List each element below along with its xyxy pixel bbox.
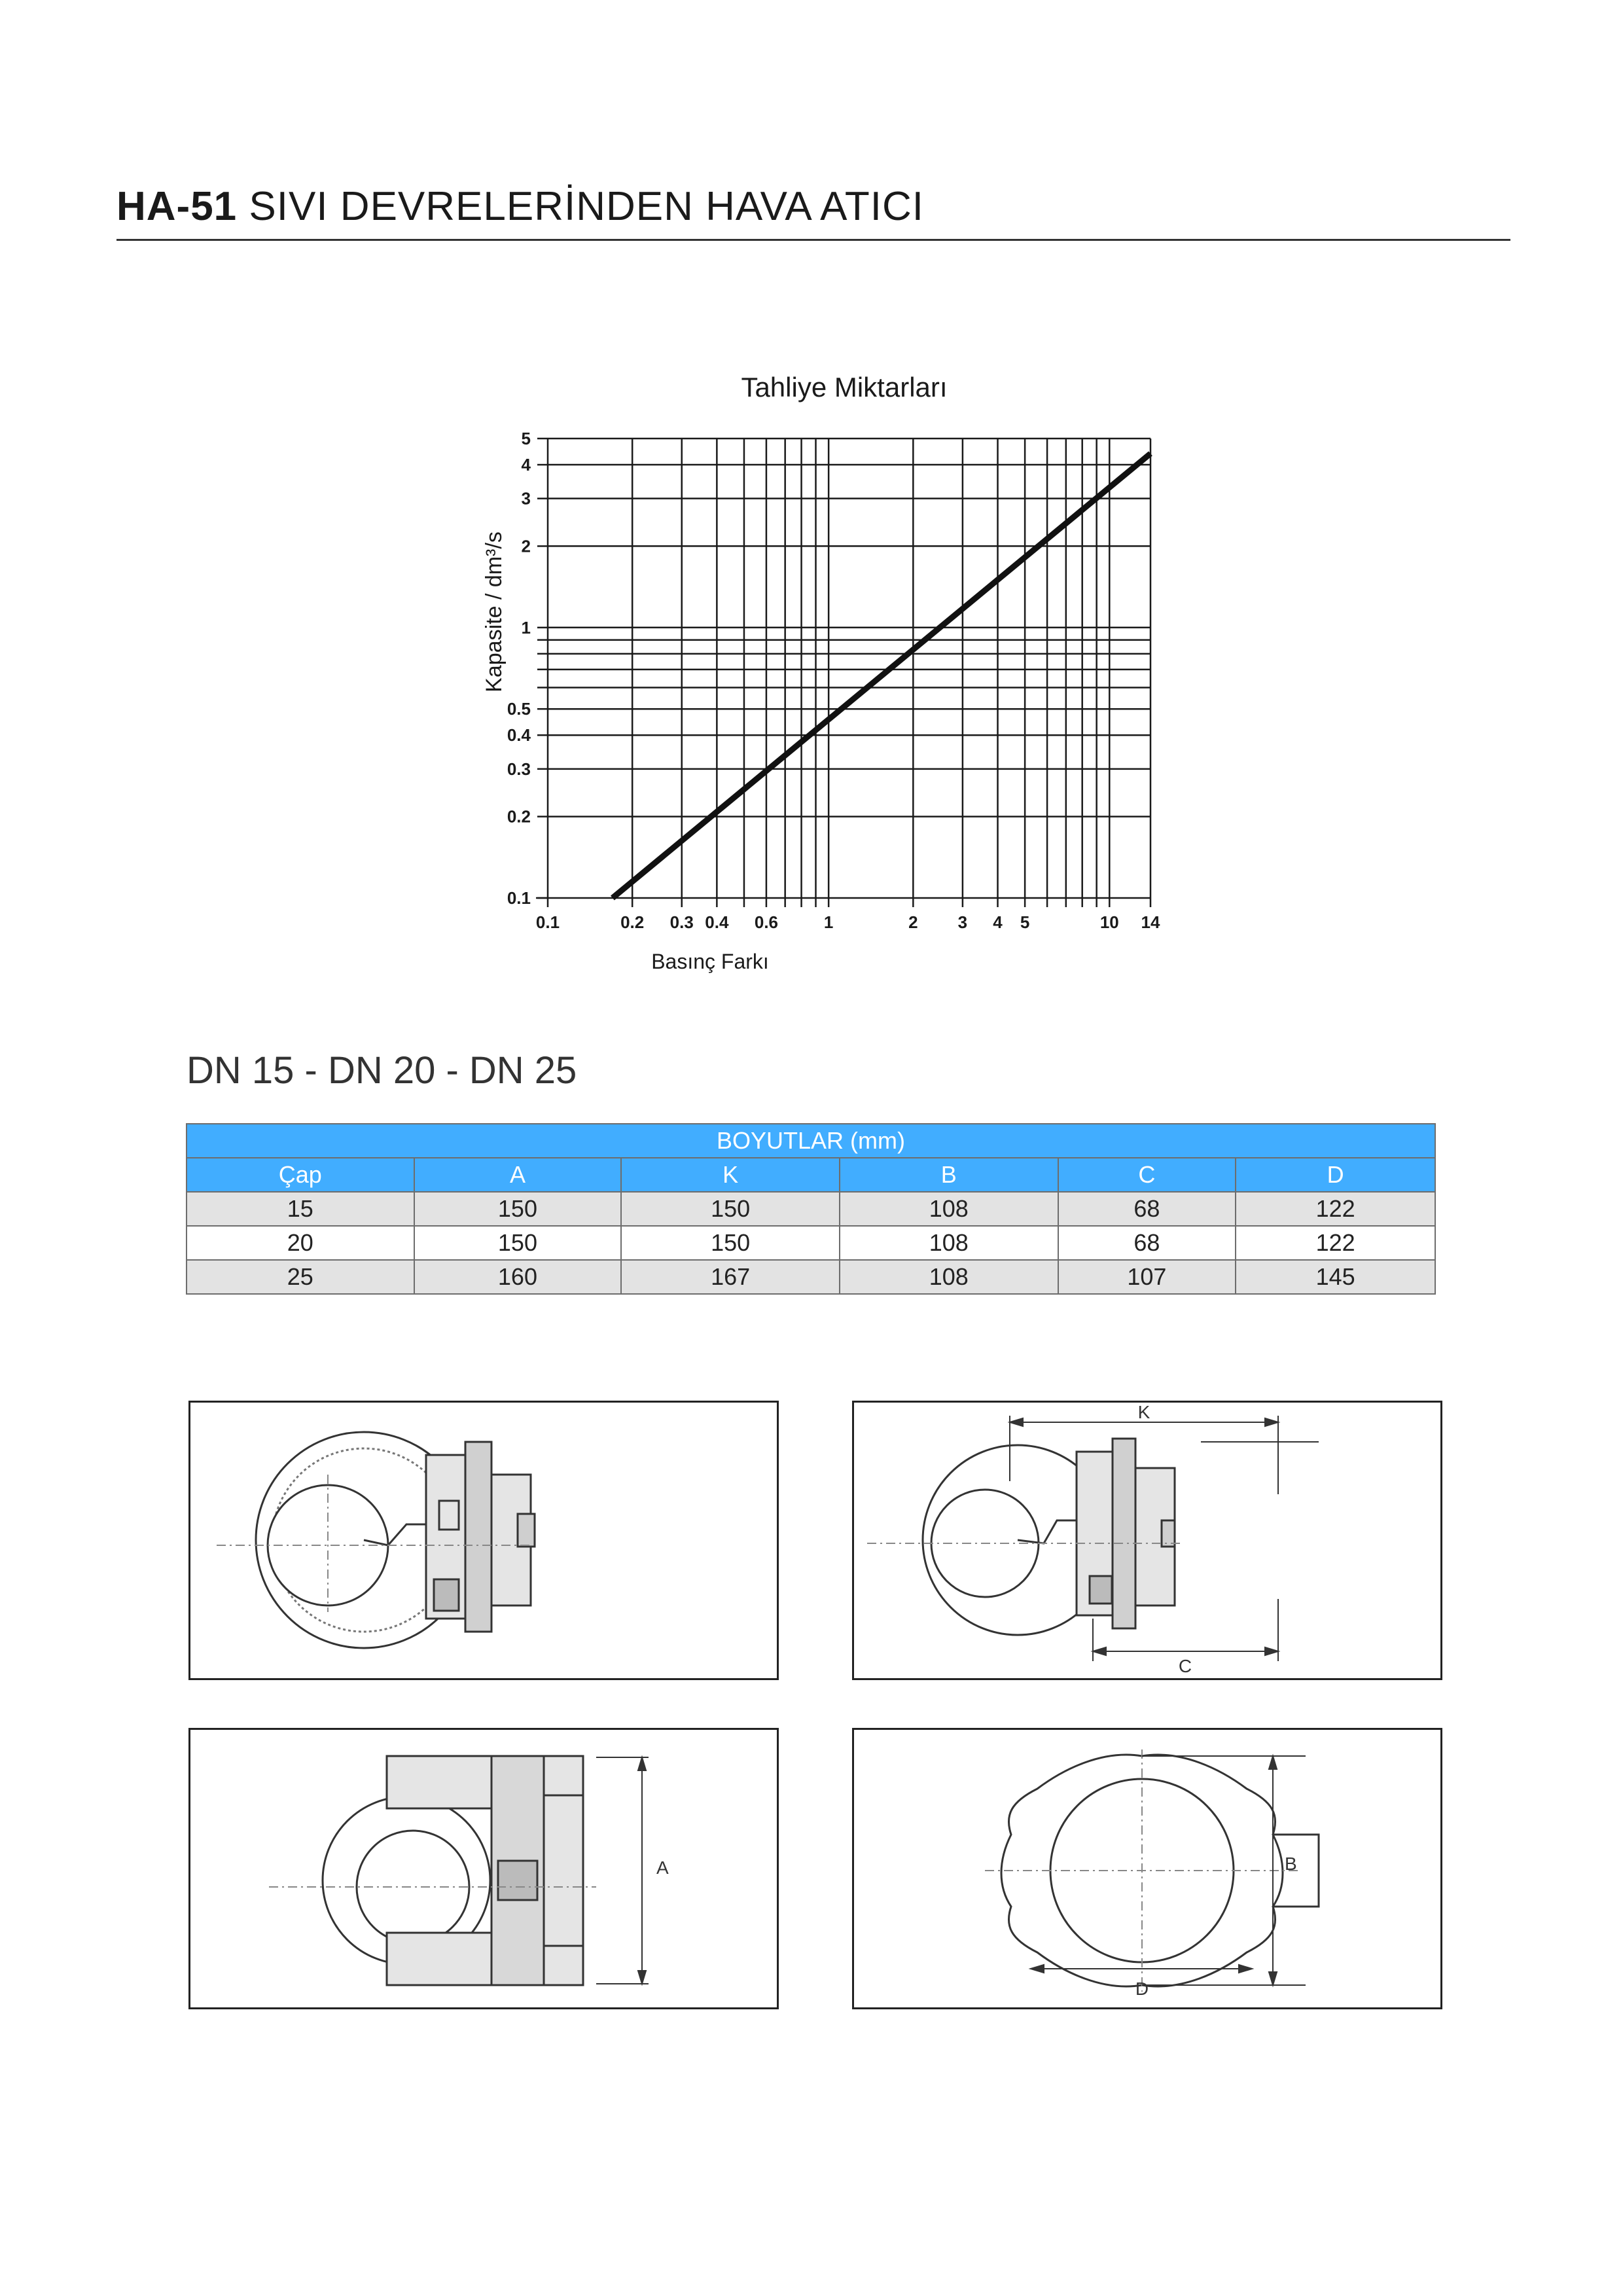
table-cell: 108: [840, 1226, 1058, 1260]
table-cell: 150: [621, 1226, 840, 1260]
top-view-svg: [854, 1730, 1440, 2007]
y-tick-label: 0.2: [507, 806, 531, 827]
drawing-section-view: [188, 1401, 779, 1680]
chart-title: Tahliye Miktarları: [741, 372, 948, 403]
size-range-heading: DN 15 - DN 20 - DN 25: [187, 1049, 577, 1092]
x-tick-label: 14: [1141, 912, 1160, 932]
table-cell: 150: [414, 1226, 622, 1260]
dimension-label-c: C: [1178, 1656, 1192, 1676]
capacity-chart: [458, 367, 1178, 988]
dimension-label-a: A: [656, 1857, 669, 1878]
drawing-side-view-k-c: [852, 1401, 1442, 1680]
x-tick-label: 0.6: [754, 912, 779, 932]
y-tick-label: 1: [521, 617, 531, 637]
y-tick-label: 3: [521, 488, 531, 509]
header-d: D: [1236, 1158, 1435, 1192]
page-title: [116, 183, 1510, 230]
table-cell: 160: [414, 1260, 622, 1294]
table-cell: 68: [1058, 1226, 1236, 1260]
table-cell: 122: [1236, 1192, 1435, 1226]
product-code: HA-51: [116, 184, 238, 229]
page-header: [116, 183, 1510, 241]
y-tick-label: 4: [521, 455, 531, 475]
table-caption: BOYUTLAR (mm): [187, 1124, 1435, 1158]
side-view-svg: [854, 1403, 1440, 1678]
y-tick-label: 0.5: [507, 699, 531, 719]
table-row: [187, 1192, 1435, 1226]
x-tick-label: 4: [993, 912, 1003, 932]
x-tick-label: 2: [908, 912, 918, 932]
header-c: C: [1058, 1158, 1236, 1192]
x-tick-label: 10: [1099, 912, 1119, 932]
section-a-svg: [190, 1730, 777, 2007]
table-cell: 108: [840, 1192, 1058, 1226]
y-tick-label: 0.1: [507, 888, 531, 908]
header-k: K: [621, 1158, 840, 1192]
chart-grid: [536, 439, 1150, 907]
x-tick-label: 1: [823, 912, 834, 932]
dimensions-table: [186, 1123, 1436, 1295]
table-cell: 68: [1058, 1192, 1236, 1226]
header-cap: Çap: [187, 1158, 414, 1192]
section-view-svg: [190, 1403, 777, 1678]
drawing-section-view-a: [188, 1728, 779, 2009]
y-tick-label: 0.4: [507, 725, 531, 745]
x-tick-label: 5: [1020, 912, 1030, 932]
dimension-label-k: K: [1137, 1403, 1150, 1422]
y-tick-label: 0.3: [507, 759, 531, 779]
x-tick-label: 3: [957, 912, 968, 932]
table-cell: 15: [187, 1192, 414, 1226]
table-row: [187, 1260, 1435, 1294]
product-title: SIVI DEVRELERİNDEN HAVA ATICI: [249, 184, 925, 229]
header-a: A: [414, 1158, 622, 1192]
table-cell: 167: [621, 1260, 840, 1294]
table-cell: 122: [1236, 1226, 1435, 1260]
table-cell: 107: [1058, 1260, 1236, 1294]
capacity-curve: [613, 454, 1150, 898]
x-tick-label: 0.1: [535, 912, 560, 932]
chart-x-label: Basınç Farkı: [651, 950, 769, 973]
chart-ticks: [507, 429, 1160, 932]
x-tick-label: 0.3: [669, 912, 694, 932]
x-tick-label: 0.4: [705, 912, 729, 932]
table-cell: 150: [414, 1192, 622, 1226]
table-cell: 20: [187, 1226, 414, 1260]
table-cell: 145: [1236, 1260, 1435, 1294]
dimension-label-b: B: [1285, 1854, 1297, 1874]
chart-y-label: Kapasite / dm³/s: [482, 531, 507, 692]
table-cell: 108: [840, 1260, 1058, 1294]
y-tick-label: 2: [521, 536, 531, 556]
header-b: B: [840, 1158, 1058, 1192]
x-tick-label: 0.2: [620, 912, 645, 932]
chart-series: [613, 454, 1150, 898]
y-tick-label: 5: [521, 429, 531, 448]
table-cell: 150: [621, 1192, 840, 1226]
table-header-row: [187, 1158, 1435, 1192]
table-cell: 25: [187, 1260, 414, 1294]
dimension-label-d: D: [1135, 1979, 1149, 1999]
drawing-top-view-b-d: [852, 1728, 1442, 2009]
table-row: [187, 1226, 1435, 1260]
